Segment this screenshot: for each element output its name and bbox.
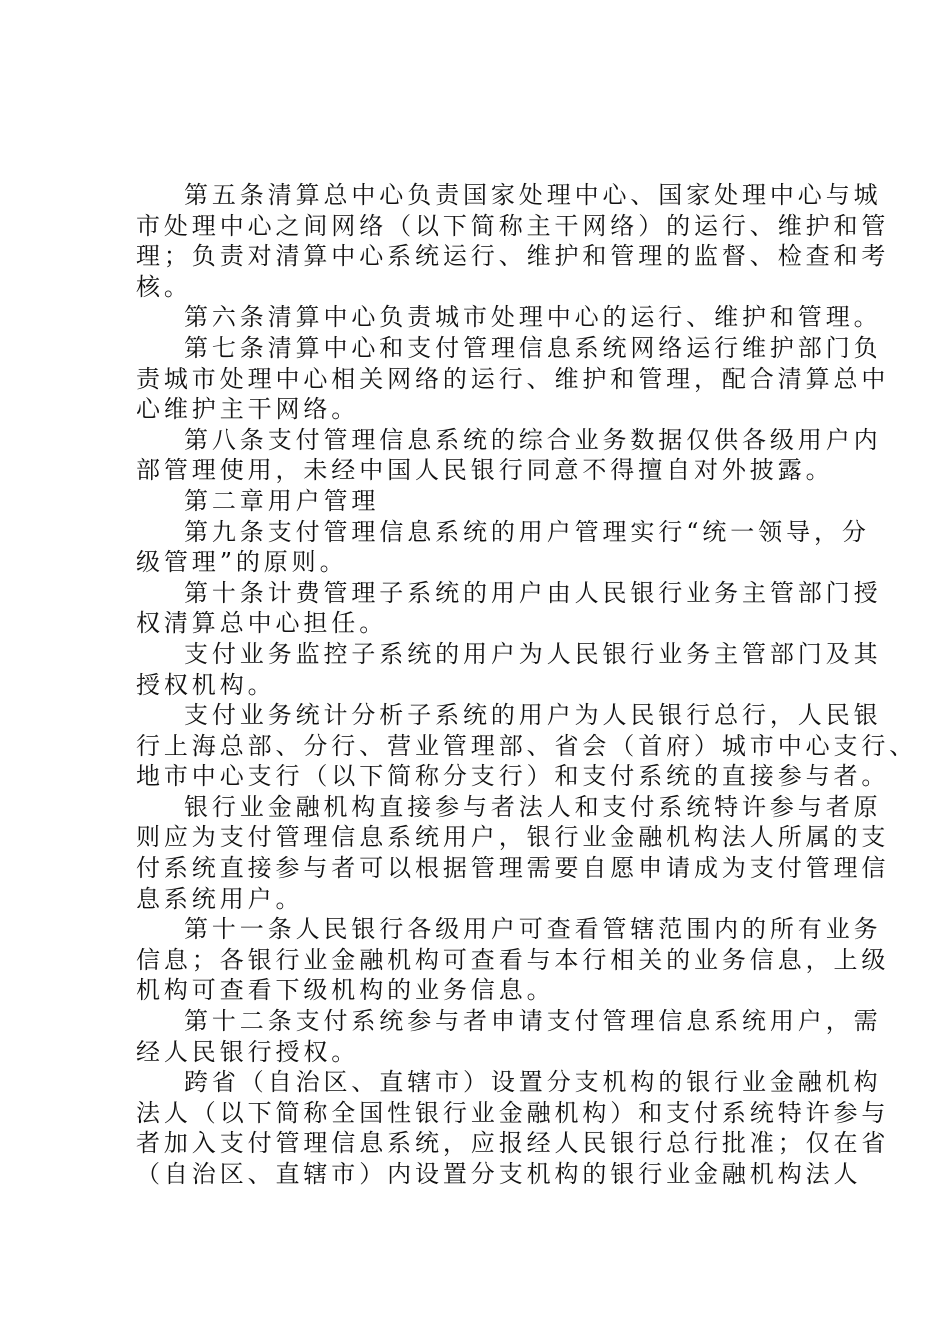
text-line: 心维护主干网络。	[136, 395, 360, 424]
text-line: 第八条支付管理信息系统的综合业务数据仅供各级用户内	[184, 425, 882, 454]
text-line: 理；负责对清算中心系统运行、维护和管理的监督、检查和考	[136, 242, 890, 271]
text-line: 者加入支付管理信息系统，应报经人民银行总行批准；仅在省	[136, 1129, 890, 1158]
text-line: 信息；各银行业金融机构可查看与本行相关的业务信息，上级	[136, 945, 890, 974]
text-line: 核。	[136, 272, 192, 301]
text-line: 第十一条人民银行各级用户可查看管辖范围内的所有业务	[184, 915, 882, 944]
text-line: 付系统直接参与者可以根据管理需要自愿申请成为支付管理信	[136, 854, 890, 883]
text-line: 息系统用户。	[136, 884, 304, 913]
text-line: 部管理使用，未经中国人民银行同意不得擅自对外披露。	[136, 456, 834, 485]
text-line: （自治区、直辖市）内设置分支机构的银行业金融机构法人	[136, 1160, 862, 1188]
text-line: 第五条清算总中心负责国家处理中心、国家处理中心与城	[184, 181, 882, 209]
text-line: 地市中心支行（以下简称分支行）和支付系统的直接参与者。	[136, 762, 890, 791]
text-line: 第十二条支付系统参与者申请支付管理信息系统用户，需	[184, 1007, 882, 1036]
text-line: 授权机构。	[136, 670, 276, 699]
text-line: 跨省（自治区、直辖市）设置分支机构的银行业金融机构	[184, 1068, 882, 1097]
text-line: 级管理”的原则。	[136, 548, 348, 577]
text-line: 经人民银行授权。	[136, 1037, 360, 1066]
text-line: 市处理中心之间网络（以下简称主干网络）的运行、维护和管	[136, 211, 890, 240]
text-line: 第六条清算中心负责城市处理中心的运行、维护和管理。	[184, 303, 882, 332]
text-line: 支付业务统计分析子系统的用户为人民银行总行，人民银	[184, 701, 882, 730]
text-line: 第九条支付管理信息系统的用户管理实行“统一领导，分	[184, 517, 870, 546]
text-line: 法人（以下简称全国性银行业金融机构）和支付系统特许参与	[136, 1098, 890, 1127]
text-line: 第二章用户管理	[184, 486, 380, 515]
text-line: 权清算总中心担任。	[136, 609, 388, 638]
text-line: 行上海总部、分行、营业管理部、省会（首府）城市中心支行、	[136, 731, 918, 760]
text-line: 责城市处理中心相关网络的运行、维护和管理，配合清算总中	[136, 364, 890, 393]
text-line: 则应为支付管理信息系统用户，银行业金融机构法人所属的支	[136, 823, 890, 852]
text-line: 支付业务监控子系统的用户为人民银行业务主管部门及其	[184, 639, 882, 668]
text-line: 机构可查看下级机构的业务信息。	[136, 976, 555, 1005]
text-line: 第十条计费管理子系统的用户由人民银行业务主管部门授	[184, 578, 882, 607]
text-line: 第七条清算中心和支付管理信息系统网络运行维护部门负	[184, 333, 882, 362]
text-line: 银行业金融机构直接参与者法人和支付系统特许参与者原	[184, 792, 882, 821]
document-body	[136, 180, 918, 1190]
